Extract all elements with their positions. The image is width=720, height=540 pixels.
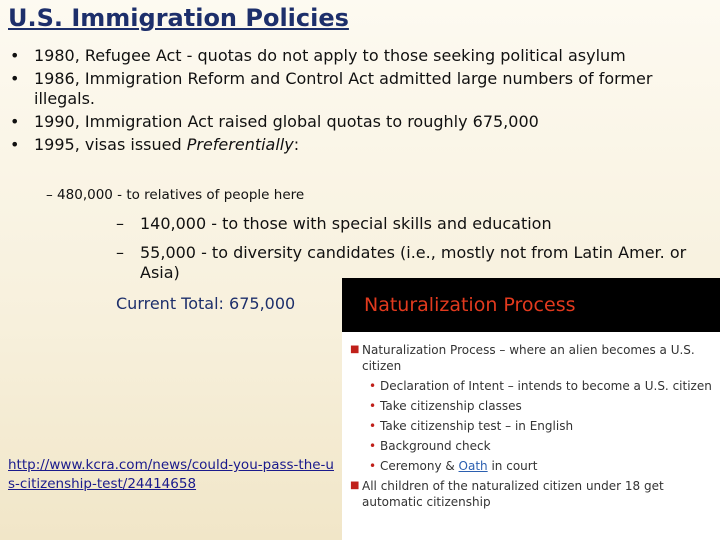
naturalization-step-text: Take citizenship test – in English — [380, 419, 574, 433]
visa-subitem-diversity — [116, 243, 716, 283]
policy-item-1980 — [8, 46, 708, 66]
naturalization-step-text: Take citizenship classes — [380, 399, 522, 413]
bullet-icon: • — [369, 439, 377, 453]
ceremony-suffix: in court — [487, 459, 538, 473]
oath-link: Oath — [458, 459, 488, 473]
bullet-icon: • — [369, 459, 377, 473]
ceremony-prefix: Ceremony & — [380, 459, 459, 473]
naturalization-image — [342, 278, 720, 540]
bullet-icon: • — [369, 379, 377, 393]
naturalization-step — [350, 398, 712, 414]
naturalization-step — [350, 418, 712, 434]
naturalization-step — [350, 378, 712, 394]
policy-text: 1980, Refugee Act - quotas do not apply to those seeking political asylum — [34, 46, 626, 65]
visa-subitem-text: 55,000 - to diversity candidates (i.e., mostly not from Latin Amer. or Asia) — [140, 243, 687, 282]
naturalization-step-ceremony — [350, 458, 712, 474]
bullet-icon: • — [10, 46, 20, 65]
bullet-icon: • — [10, 135, 20, 154]
naturalization-children-text: All children of the naturalized citizen under 18 get automatic citizenship — [362, 479, 664, 509]
current-total: Current Total: 675,000 — [116, 294, 296, 313]
square-bullet-icon: ■ — [350, 344, 360, 355]
dash-icon: – — [116, 214, 124, 233]
policy-text: 1986, Immigration Reform and Control Act admitted large numbers of former illegals. — [34, 69, 653, 108]
naturalization-main-text: Naturalization Process – where an alien becomes a U.S. citizen — [362, 343, 695, 373]
naturalization-step — [350, 438, 712, 454]
visa-subitem-relatives — [46, 187, 304, 203]
citizenship-test-link[interactable]: http://www.kcra.com/news/could-you-pass-the-us-citizenship-test/24414658 — [8, 457, 334, 492]
policy-text: 1990, Immigration Act raised global quotas to roughly 675,000 — [34, 112, 539, 131]
bullet-icon: • — [369, 399, 377, 413]
policy-item-1990 — [8, 112, 708, 132]
policy-text-prefix: 1995, visas issued — [34, 135, 187, 154]
bullet-icon: • — [10, 69, 20, 88]
square-bullet-icon: ■ — [350, 480, 360, 491]
naturalization-step-text: Background check — [380, 439, 491, 453]
policy-text-suffix: : — [293, 135, 300, 154]
policy-item-1986 — [8, 69, 708, 109]
slide-title: U.S. Immigration Policies — [8, 4, 349, 32]
naturalization-title: Naturalization Process — [342, 278, 720, 332]
policy-text-emphasis: Preferentially — [186, 135, 294, 154]
visa-subitem-skills — [116, 214, 716, 234]
naturalization-list — [342, 332, 720, 510]
bullet-icon: • — [369, 419, 377, 433]
bullet-icon: • — [10, 112, 20, 131]
dash-icon: – — [116, 243, 124, 262]
policy-list — [8, 46, 708, 158]
policy-item-1995 — [8, 135, 708, 155]
visa-subitem-text: 480,000 - to relatives of people here — [57, 187, 305, 203]
naturalization-main-item — [350, 342, 712, 374]
dash-icon: – — [46, 187, 53, 203]
naturalization-step-text: Declaration of Intent – intends to become a U.S. citizen — [380, 379, 712, 393]
naturalization-children-item — [350, 478, 712, 510]
visa-subitem-text: 140,000 - to those with special skills and education — [140, 214, 552, 233]
